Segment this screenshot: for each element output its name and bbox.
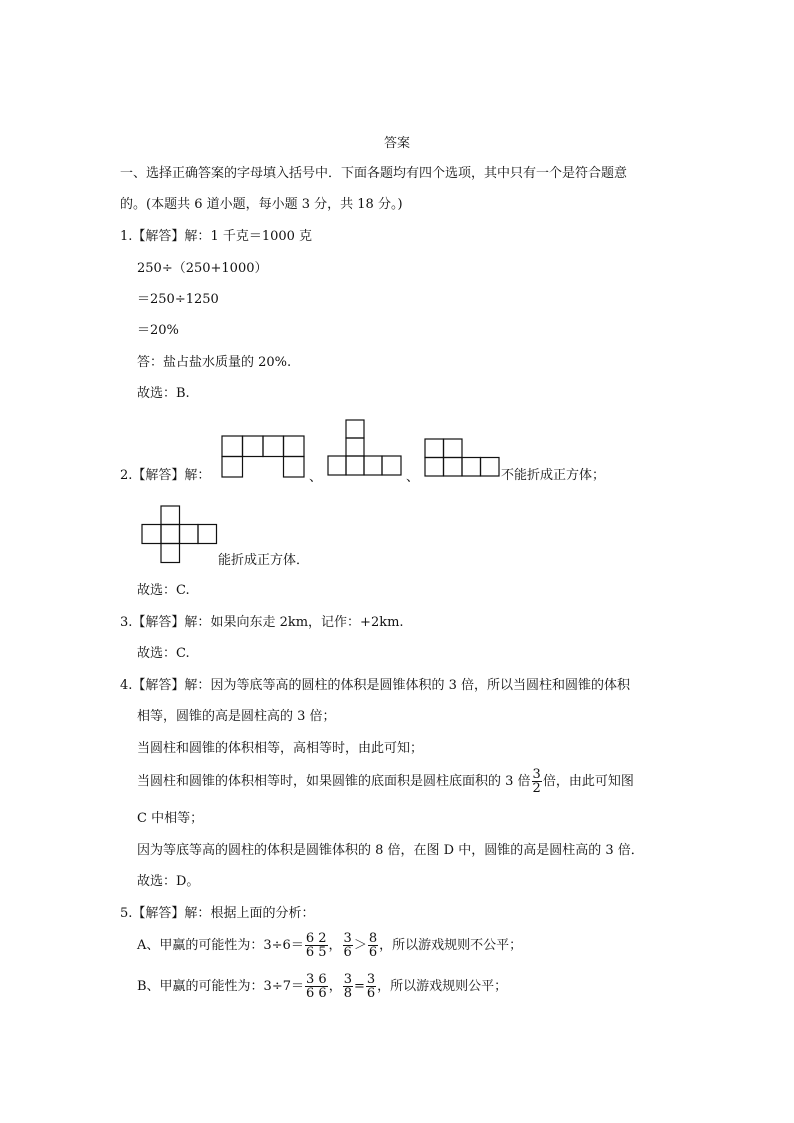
- q3-heading: [120, 615, 404, 631]
- q4-line5: C 中相等；: [137, 811, 204, 826]
- fraction-numerator: 3: [532, 767, 541, 782]
- fraction-a2: [343, 932, 353, 959]
- q5-number: 5.: [120, 906, 133, 921]
- fraction-denominator: 2: [532, 781, 541, 796]
- q4-heading: [120, 678, 630, 694]
- page-title: 答案: [383, 136, 410, 151]
- q1-answer: 答：盐占盐水质量的 20%.: [137, 355, 292, 370]
- q1-step-3: ＝20%: [137, 323, 179, 338]
- q5-option-a: [137, 931, 522, 961]
- q4-line4-pre: 当圆柱和圆锥的体积相等时，如果圆锥的底面积是圆柱底面积的 3 倍: [137, 774, 531, 789]
- q4-tag: 【解答】: [132, 678, 185, 693]
- q1-text: 1 千克＝1000 克: [210, 229, 313, 244]
- q5-a-comma: ，: [328, 938, 342, 953]
- cube-net-figure-4: [140, 504, 220, 566]
- fraction-b2: [343, 973, 353, 1000]
- q5-solve: 解：: [184, 906, 211, 921]
- q3-text: 如果向东走 2km，记作：+2km.: [210, 615, 404, 630]
- q5-a-post: ，所以游戏规则不公平；: [379, 938, 523, 953]
- q2-solve: 解：: [184, 468, 211, 483]
- fraction-numerator: 6 2: [305, 931, 327, 946]
- q5-text: 根据上面的分析：: [210, 906, 315, 921]
- fraction-denominator: 6: [366, 986, 376, 1001]
- fraction-denominator: 8: [343, 986, 352, 1001]
- q1-heading: [120, 229, 312, 245]
- q4-line2: 相等，圆锥的高是圆柱高的 3 倍；: [137, 709, 336, 724]
- q2-cannot-fold-text: 不能折成正方体；: [501, 468, 606, 483]
- q1-solve: 解：: [184, 229, 211, 244]
- q5-b-pre: B、甲赢的可能性为：3÷7＝: [137, 979, 304, 994]
- cube-net-figure-1: [220, 434, 306, 479]
- cube-net-figure-2: [326, 418, 406, 478]
- q4-line3: 当圆柱和圆锥的体积相等，高相等时，由此可知；: [137, 741, 424, 756]
- q2-number: 2.: [120, 468, 133, 483]
- q5-heading: [120, 906, 314, 922]
- q5-b-operator: =: [353, 979, 365, 994]
- fraction-numerator: 8: [368, 931, 378, 946]
- q3-number: 3.: [120, 615, 133, 630]
- q1-step-1: 250÷（250+1000）: [137, 261, 268, 276]
- fraction-numerator: 3: [366, 972, 376, 987]
- q4-solve: 解：: [184, 678, 211, 693]
- q2-separator-1: 、: [309, 470, 323, 485]
- q2-tag: 【解答】: [132, 468, 185, 483]
- q2-separator-2: 、: [406, 470, 420, 485]
- fraction-a1: [305, 932, 328, 959]
- fraction-numerator: 3: [343, 972, 352, 987]
- fraction-b1: [305, 973, 328, 1000]
- q3-choice: 故选：C.: [137, 646, 190, 661]
- q5-tag: 【解答】: [132, 906, 185, 921]
- q1-choice: 故选：B.: [137, 386, 190, 401]
- section-header-line2: 的。(本题共 6 道小题，每小题 3 分，共 18 分。): [120, 197, 403, 212]
- cube-net-figure-3: [423, 437, 501, 479]
- q3-tag: 【解答】: [132, 615, 185, 630]
- q2-can-fold-text: 能折成正方体．: [218, 553, 310, 568]
- fraction-3-over-2: [532, 768, 542, 795]
- fraction-a3: [368, 932, 378, 959]
- q1-step-2: ＝250÷1250: [137, 292, 219, 307]
- fraction-numerator: 3 6: [306, 972, 327, 987]
- q5-a-operator: ＞: [353, 938, 367, 953]
- q3-solve: 解：: [184, 615, 211, 630]
- fraction-denominator: 6 5: [305, 945, 327, 960]
- q4-line6: 因为等底等高的圆柱的体积是圆锥体积的 8 倍，在图 D 中，圆锥的高是圆柱高的 3 倍．: [137, 843, 644, 858]
- q2-choice: 故选：C.: [137, 583, 190, 598]
- q5-b-post: ，所以游戏规则公平；: [377, 979, 508, 994]
- fraction-denominator: 6 6: [306, 986, 327, 1001]
- q4-line4: [137, 767, 634, 797]
- fraction-denominator: 6: [343, 945, 352, 960]
- q5-option-b: [137, 972, 507, 1002]
- q4-line4-post: 倍，由此可知图: [542, 774, 634, 789]
- q5-b-comma: ，: [328, 979, 342, 994]
- q1-number: 1.: [120, 229, 133, 244]
- section-header-line1: 一、选择正确答案的字母填入括号中．下面各题均有四个选项，其中只有一个是符合题意: [120, 166, 628, 181]
- q1-tag: 【解答】: [132, 229, 185, 244]
- q2-heading: [120, 468, 210, 484]
- q4-line1: 因为等底等高的圆柱的体积是圆锥体积的 3 倍，所以当圆柱和圆锥的体积: [210, 678, 630, 693]
- q5-a-pre: A、甲赢的可能性为：3÷6＝: [137, 938, 304, 953]
- q4-choice: 故选：D。: [137, 874, 200, 889]
- fraction-b3: [366, 973, 376, 1000]
- q4-number: 4.: [120, 678, 133, 693]
- fraction-denominator: 6: [368, 945, 378, 960]
- fraction-numerator: 3: [343, 931, 352, 946]
